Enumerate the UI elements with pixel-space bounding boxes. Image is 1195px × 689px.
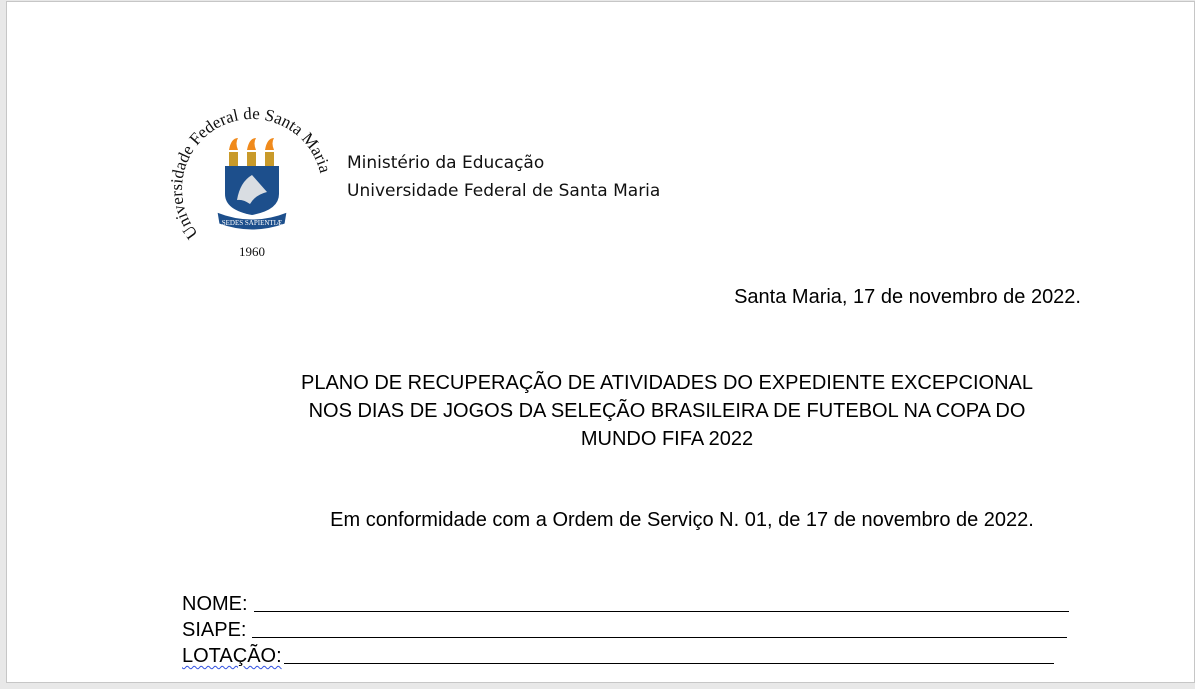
conformity-statement: Em conformidade com a Ordem de Serviço N. 01, de 17 de novembro de 2022.: [330, 509, 1034, 531]
title-line-2: NOS DIAS DE JOGOS DA SELEÇÃO BRASILEIRA DE FUTEBOL NA COPA DO: [308, 400, 1026, 422]
nome-label: NOME:: [182, 593, 248, 615]
document-page[interactable]: [6, 1, 1195, 683]
siape-row: [182, 617, 1069, 643]
svg-text:1960: 1960: [239, 244, 265, 259]
ministry-name: Ministério da Educação: [347, 153, 545, 173]
svg-text:Universidade Federal de Santa: Universidade Federal de Santa Maria: [167, 103, 335, 243]
document-title: [157, 369, 1177, 453]
identification-form: [182, 591, 1069, 669]
siape-label: SIAPE:: [182, 619, 247, 641]
nome-blank-line[interactable]: [254, 611, 1069, 612]
title-line-3: MUNDO FIFA 2022: [580, 428, 754, 450]
torches-icon: [229, 138, 274, 166]
svg-text:SEDES SAPIENTIÆ: SEDES SAPIENTIÆ: [221, 219, 283, 227]
letterhead: [347, 149, 660, 205]
date-line: Santa Maria, 17 de novembro de 2022.: [734, 286, 1081, 308]
siape-blank-line[interactable]: [252, 637, 1067, 638]
lotacao-row: [182, 643, 1069, 669]
lotacao-label: LOTAÇÃO:: [182, 645, 282, 667]
nome-row: [182, 591, 1069, 617]
title-line-1: PLANO DE RECUPERAÇÃO DE ATIVIDADES DO EXPEDIENTE EXCEPCIONAL: [300, 372, 1034, 394]
ufsm-logo: [167, 94, 337, 266]
university-name: Universidade Federal de Santa Maria: [347, 181, 661, 201]
lotacao-blank-line[interactable]: [284, 663, 1054, 664]
